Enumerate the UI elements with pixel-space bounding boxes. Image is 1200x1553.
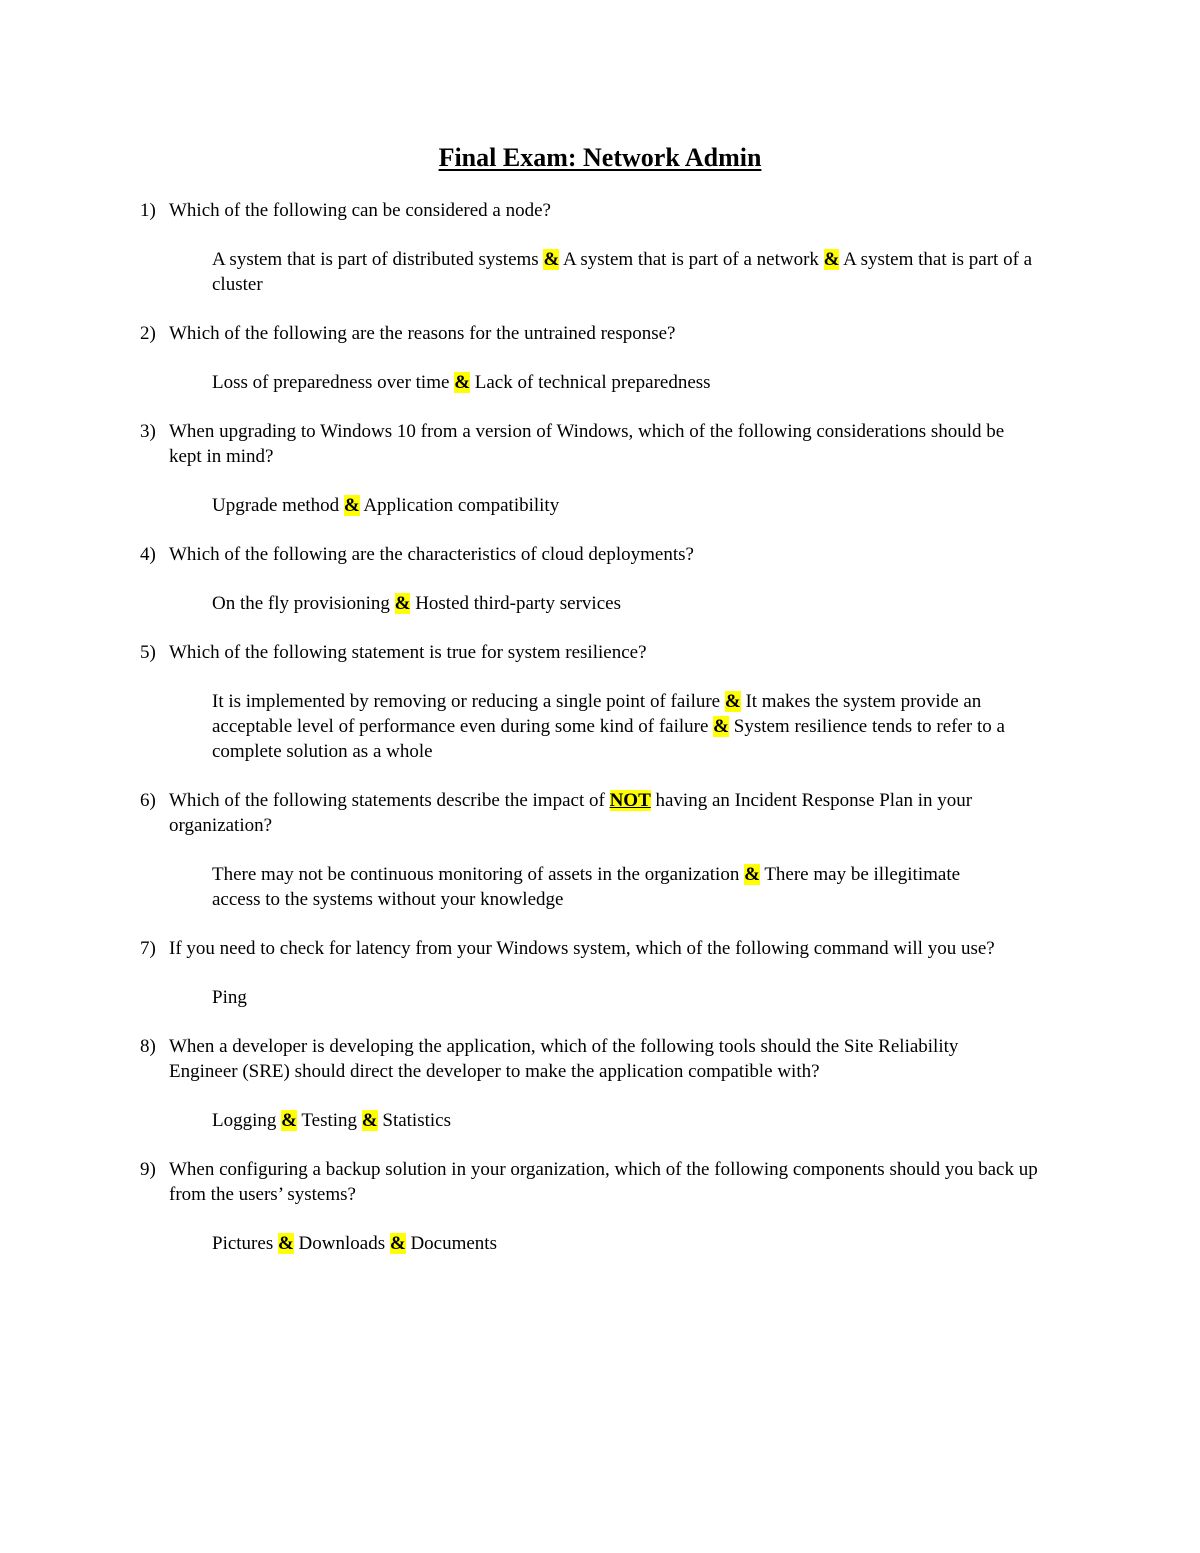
answer-segment: Ping [212,987,247,1008]
question-text-segment: Which of the following statements describe the impact of [169,790,610,811]
answer-text [212,247,1057,297]
answer-segment: Testing [296,1110,362,1131]
answer-segment: Documents [405,1233,497,1254]
question-number: 6) [140,790,156,811]
question-number: 1) [140,200,156,221]
question-item [0,198,1200,297]
question-number: 4) [140,544,156,565]
answer-text [212,985,1062,1010]
question-text-segment: Which of the following statement is true for system resilience? [169,642,647,663]
emphasis-not: NOT [609,790,651,811]
question-text [169,1034,1019,1084]
answer-text [212,370,1062,395]
question-text [169,198,1049,223]
question-item [0,1034,1200,1133]
answer-text [212,689,1057,764]
question-text-segment: Which of the following can be considered a node? [169,200,551,221]
answer-separator: & [389,1233,406,1254]
question-text-segment: When a developer is developing the application, which of the following tools should the Site Reliability Engineer (SRE) should direct the developer to make the application compatible with? [169,1036,959,1082]
question-text [169,640,1049,665]
answer-separator: & [823,249,840,270]
question-number: 8) [140,1036,156,1057]
question-item [0,936,1200,1010]
answer-segment: Loss of preparedness over time [212,372,455,393]
question-text-segment: If you need to check for latency from your Windows system, which of the following command will you use? [169,938,995,959]
answer-segment: Downloads [293,1233,390,1254]
answer-separator: & [543,249,560,270]
answer-separator: & [713,716,729,737]
question-text-segment: When configuring a backup solution in your organization, which of the following components should you back up from the users’ systems? [169,1159,1038,1205]
answer-segment: There may not be continuous monitoring of assets in the organization [212,864,745,885]
answer-separator: & [343,495,360,516]
question-text [169,542,1049,567]
answer-segment: A system that is part of a cluster [212,249,1033,295]
answer-segment: A system that is part of a network [559,249,824,270]
question-number: 3) [140,421,156,442]
answer-separator: & [361,1110,378,1131]
question-number: 7) [140,938,156,959]
answer-separator: & [454,372,471,393]
answer-separator: & [724,691,741,712]
answer-segment: There may be illegitimate access to the systems without your knowledge [212,864,961,910]
answer-segment: Lack of technical preparedness [470,372,711,393]
answer-segment: It makes the system provide an acceptable level of performance even during some kind of failure [212,691,982,737]
answer-segment: Logging [212,1110,282,1131]
question-text [169,1157,1054,1207]
answer-text [212,591,1062,616]
question-number: 2) [140,323,156,344]
answer-segment: Pictures [212,1233,278,1254]
answer-separator: & [394,593,411,614]
answer-separator: & [277,1233,294,1254]
answer-text [212,862,972,912]
question-text [169,788,1039,838]
answer-separator: & [281,1110,297,1131]
answer-text [212,1231,1062,1256]
question-number: 9) [140,1159,156,1180]
answer-text [212,1108,1062,1133]
question-text-segment: When upgrading to Windows 10 from a version of Windows, which of the following considerations should be kept in mind? [169,421,1005,467]
question-item [0,321,1200,395]
answer-text [212,493,1062,518]
answer-segment: A system that is part of distributed systems [212,249,544,270]
answer-segment: Hosted third-party services [410,593,621,614]
answer-segment: Application compatibility [359,495,560,516]
question-item [0,419,1200,518]
question-item [0,1157,1200,1256]
question-item [0,542,1200,616]
question-item [0,788,1200,912]
question-list [0,198,1200,1280]
question-text-segment: having an Incident Response Plan in your organization? [169,790,973,836]
answer-segment: It is implemented by removing or reducing a single point of failure [212,691,725,712]
question-text-segment: Which of the following are the reasons for the untrained response? [169,323,676,344]
question-text [169,321,1049,346]
question-text [169,419,1039,469]
answer-segment: On the fly provisioning [212,593,395,614]
question-text-segment: Which of the following are the characteristics of cloud deployments? [169,544,694,565]
question-number: 5) [140,642,156,663]
answer-segment: Upgrade method [212,495,344,516]
answer-segment: Statistics [377,1110,451,1131]
question-text [169,936,1039,961]
answer-segment: System resilience tends to refer to a complete solution as a whole [212,716,1005,762]
page-title: Final Exam: Network Admin [438,143,762,172]
answer-separator: & [744,864,760,885]
question-item [0,640,1200,764]
